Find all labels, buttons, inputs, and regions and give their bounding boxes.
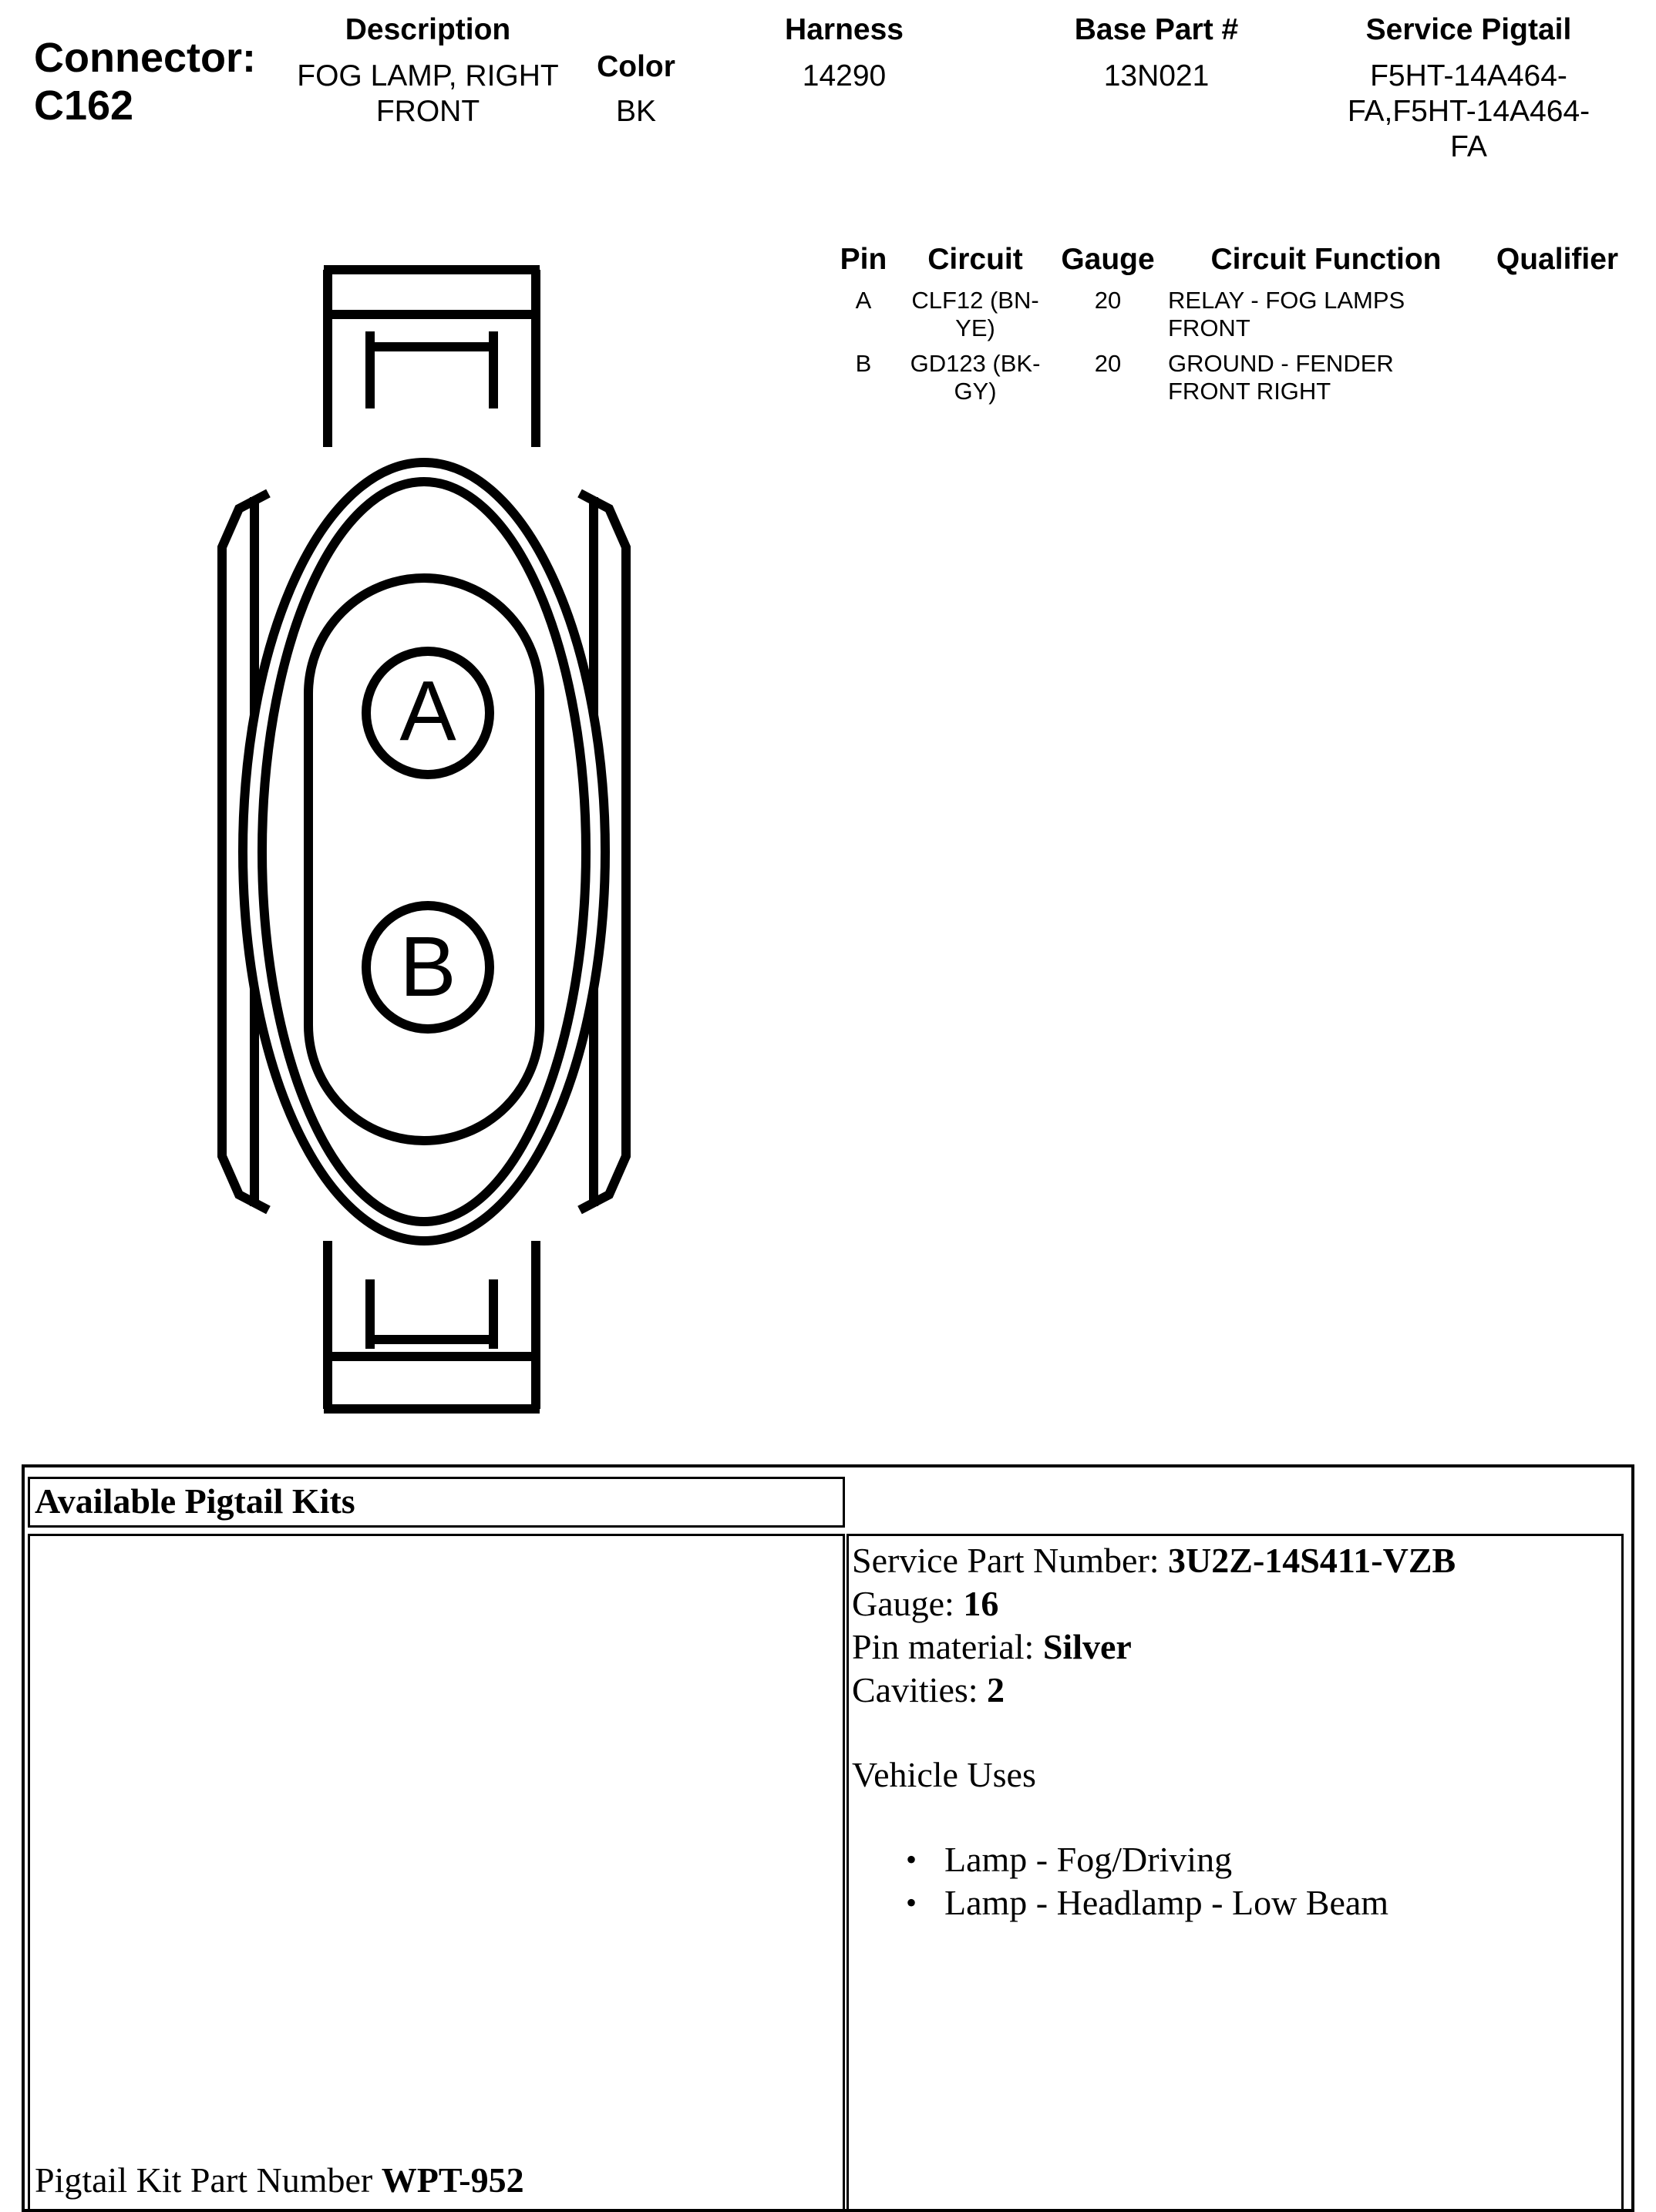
pigtail-section-title: Available Pigtail Kits — [35, 1481, 355, 1521]
pigtail-details-cell — [847, 1534, 1624, 2212]
connector-id: C162 — [34, 82, 134, 129]
description-header: Description — [345, 13, 511, 46]
service-part-number-label: Service Part Number: — [852, 1541, 1169, 1580]
pin-a-circuit-line-1: CLF12 (BN- — [911, 287, 1039, 314]
base-part-value: 13N021 — [1103, 59, 1210, 92]
pin-a-function-line-2: FRONT — [1168, 314, 1250, 341]
pin-a-function — [1168, 287, 1476, 342]
pigtail-kit-part-number: WPT-952 — [381, 2160, 524, 2200]
service-part-number-value: 3U2Z-14S411-VZB — [1168, 1541, 1456, 1580]
service-pigtail-header: Service Pigtail — [1365, 13, 1572, 46]
pin-b-function-line-2: FRONT RIGHT — [1168, 378, 1331, 405]
pin-b-label: B — [399, 919, 456, 1014]
connector-label: Connector: — [34, 35, 256, 81]
pin-material-label: Pin material: — [852, 1627, 1043, 1666]
service-pigtail-value — [1311, 59, 1627, 165]
vehicle-uses-heading: Vehicle Uses — [852, 1755, 1036, 1794]
description-line-1: FOG LAMP, RIGHT — [297, 59, 559, 92]
pin-b-gauge: 20 — [1094, 350, 1122, 377]
pigtail-title-cell — [28, 1477, 845, 1528]
pin-a-label: A — [399, 664, 456, 758]
pin-col-header: Pin — [840, 243, 887, 276]
pin-material-line — [852, 1625, 1621, 1669]
harness-value: 14290 — [802, 59, 887, 92]
service-part-number-line — [852, 1539, 1621, 1582]
description-value — [278, 59, 578, 129]
service-pigtail-line-1: F5HT-14A464- — [1370, 59, 1567, 92]
vehicle-use-item: • Lamp - Headlamp - Low Beam — [852, 1881, 1621, 1925]
harness-header: Harness — [785, 13, 904, 46]
qualifier-col-header: Qualifier — [1496, 243, 1619, 276]
function-col-header: Circuit Function — [1210, 243, 1442, 276]
pin-b-circuit — [902, 350, 1048, 405]
bottom-latch — [324, 1241, 540, 1409]
gauge-value: 16 — [963, 1584, 999, 1623]
vehicle-use-item: • Lamp - Fog/Driving — [852, 1838, 1621, 1881]
pin-b-function-line-1: GROUND - FENDER — [1168, 350, 1394, 377]
pin-a-pin: A — [855, 287, 872, 314]
description-line-2: FRONT — [375, 95, 480, 128]
service-pigtail-line-3: FA — [1450, 130, 1487, 163]
pin-a-circuit — [902, 287, 1048, 342]
pin-b-pin: B — [855, 350, 872, 377]
top-latch — [324, 270, 540, 447]
cavities-value: 2 — [987, 1670, 1005, 1709]
gauge-line — [852, 1582, 1621, 1625]
color-header: Color — [597, 50, 675, 83]
pin-b-function — [1168, 350, 1476, 405]
pin-b-circuit-line-2: GY) — [954, 378, 997, 405]
vehicle-uses-list — [852, 1838, 1621, 1925]
pigtail-kit-cell — [28, 1534, 845, 2212]
pin-b-circuit-line-1: GD123 (BK- — [910, 350, 1041, 377]
base-part-header: Base Part # — [1074, 13, 1239, 46]
cavities-line — [852, 1669, 1621, 1712]
pigtail-kit-part-label: Pigtail Kit Part Number — [35, 2160, 382, 2200]
service-pigtail-line-2: FA,F5HT-14A464- — [1347, 95, 1590, 128]
color-value: BK — [615, 95, 657, 128]
connector-face-diagram — [208, 254, 655, 1426]
gauge-label: Gauge: — [852, 1584, 964, 1623]
pigtail-kit-part — [35, 2159, 524, 2202]
pin-material-value: Silver — [1042, 1627, 1132, 1666]
pin-a-function-line-1: RELAY - FOG LAMPS — [1168, 287, 1405, 314]
gauge-col-header: Gauge — [1061, 243, 1155, 276]
cavities-label: Cavities: — [852, 1670, 988, 1709]
pin-a-circuit-line-2: YE) — [955, 314, 995, 341]
connector-title — [34, 34, 256, 129]
circuit-col-header: Circuit — [927, 243, 1023, 276]
pin-a-gauge: 20 — [1094, 287, 1122, 314]
